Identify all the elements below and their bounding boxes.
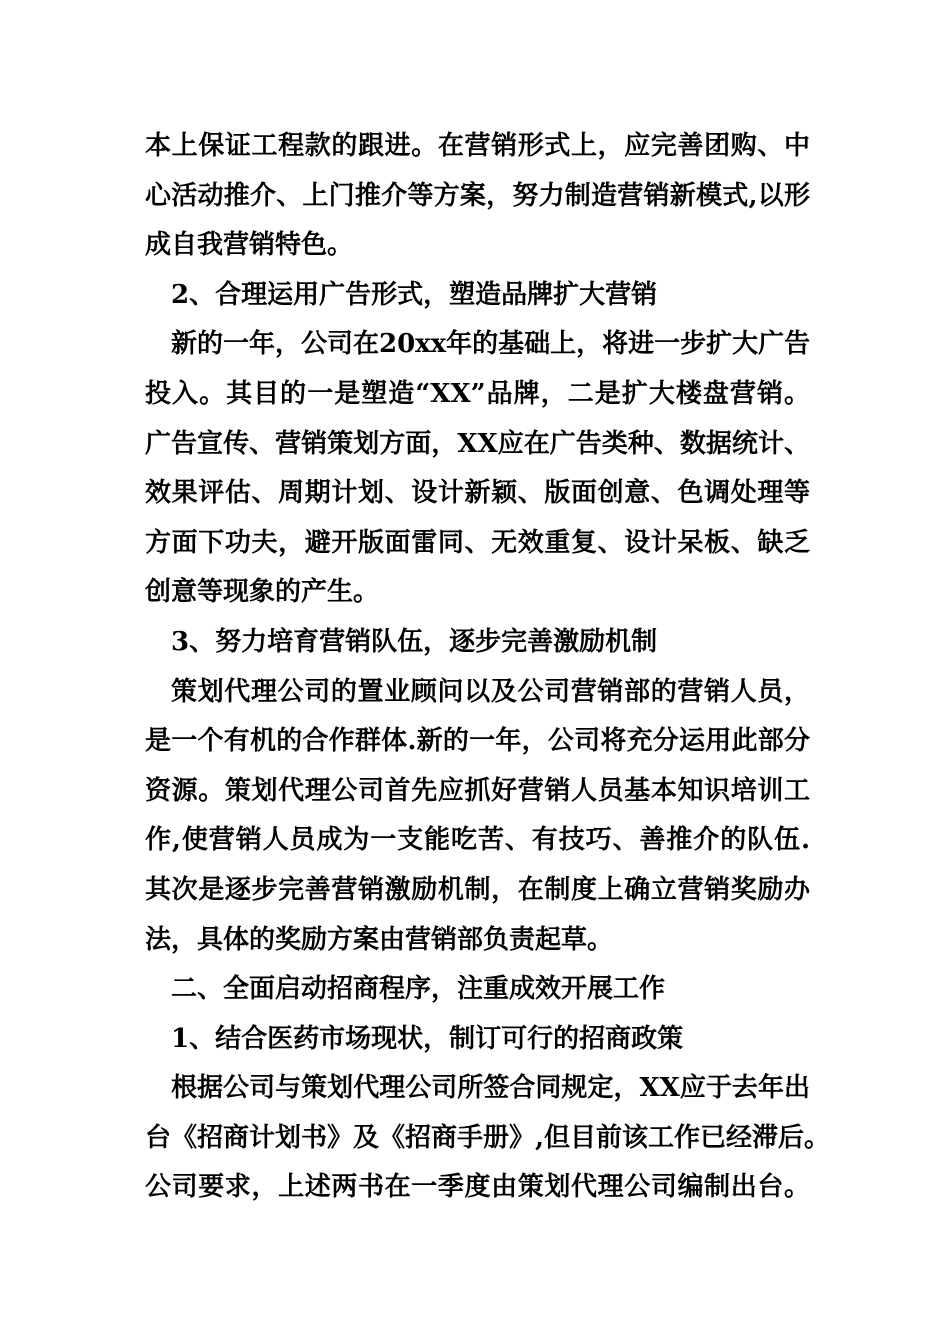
text-line: 其次是逐步完善营销激励机制，在制度上确立营销奖励办 — [145, 874, 810, 905]
text-line: 策划代理公司的置业顾问以及公司营销部的营销人员， — [171, 676, 810, 707]
section-heading: 3、努力培育营销队伍，逐步完善激励机制 — [171, 626, 658, 657]
text-line: 效果评估、周期计划、设计新颖、版面创意、色调处理等 — [145, 478, 810, 509]
text-line: 新的一年，公司在20xx年的基础上，将进一步扩大广告 — [171, 329, 811, 360]
text-line: 作,使营销人员成为一支能吃苦、有技巧、善推介的队伍. — [145, 825, 810, 856]
text-line: 投入。其目的一是塑造“XX”品牌，二是扩大楼盘营销。 — [145, 378, 810, 409]
text-line: 根据公司与策划代理公司所签合同规定，XX应于去年出 — [171, 1073, 810, 1104]
text-line: 台《招商计划书》及《招商手册》,但目前该工作已经滞后。 — [145, 1122, 831, 1153]
text-line: 资源。策划代理公司首先应抓好营销人员基本知识培训工 — [145, 775, 810, 806]
section-heading: 二、全面启动招商程序，注重成效开展工作 — [171, 974, 666, 1005]
text-line: 公司要求，上述两书在一季度由策划代理公司编制出台。 — [145, 1172, 810, 1203]
section-heading: 2、合理运用广告形式，塑造品牌扩大营销 — [171, 279, 658, 310]
text-line: 本上保证工程款的跟进。在营销形式上，应完善团购、中 — [145, 131, 810, 161]
body-text — [145, 122, 831, 1213]
text-line: 成自我营销特色。 — [145, 230, 354, 261]
text-line: 广告宣传、营销策划方面，XX应在广告类种、数据统计、 — [145, 428, 810, 459]
text-line: 创意等现象的产生。 — [145, 577, 380, 608]
text-line: 方面下功夫，避开版面雷同、无效重复、设计呆板、缺乏 — [145, 527, 810, 558]
section-heading: 1、结合医药市场现状，制订可行的招商政策 — [171, 1023, 684, 1054]
text-line: 心活动推介、上门推介等方案，努力制造营销新模式,以形 — [145, 180, 810, 211]
text-line: 是一个有机的合作群体.新的一年，公司将充分运用此部分 — [145, 726, 810, 757]
text-line: 法，具体的奖励方案由营销部负责起草。 — [145, 924, 614, 955]
